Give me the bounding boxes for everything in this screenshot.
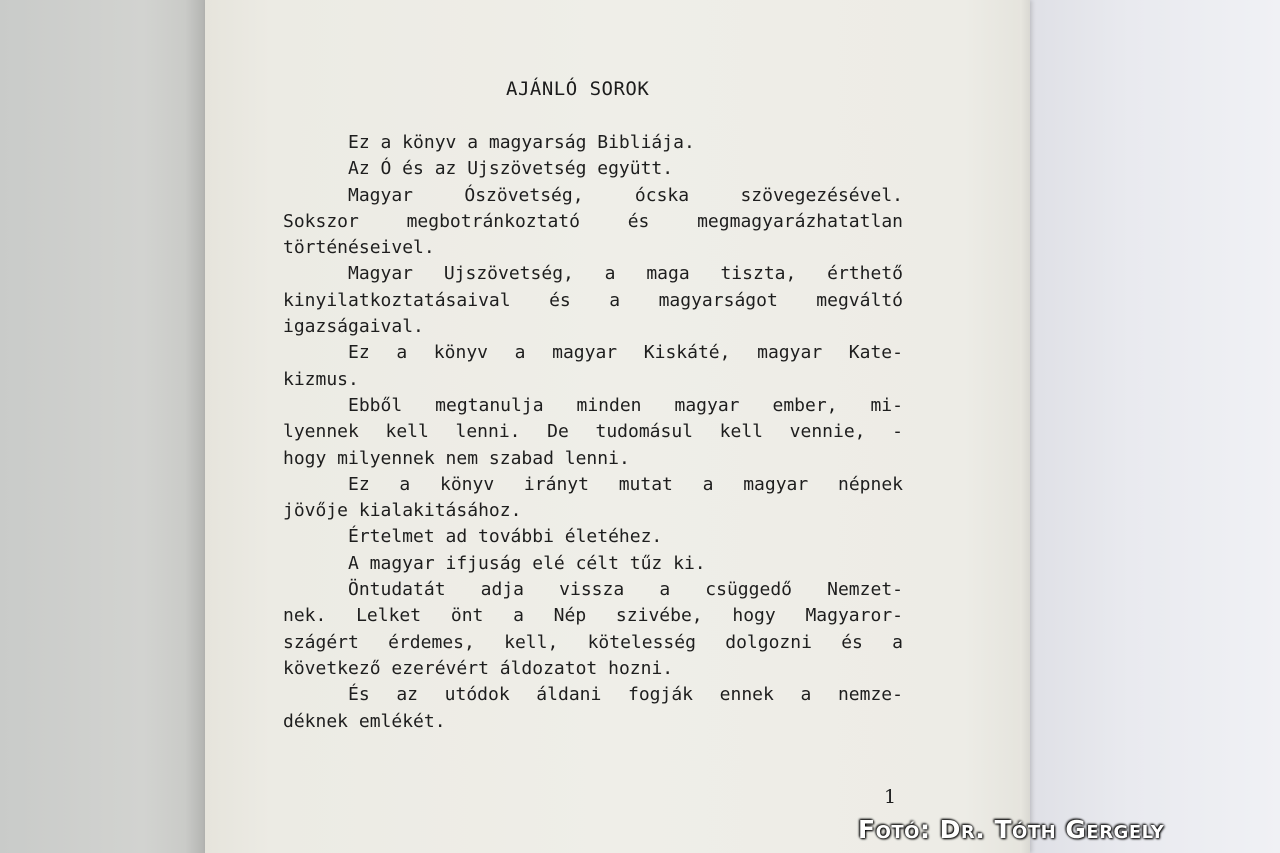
text-line: Ez a könyv a magyar Kiskáté, magyar Kate- bbox=[348, 342, 903, 364]
text-line: Sokszor megbotránkoztató és megmagyarázhatatlan bbox=[283, 210, 903, 232]
left-page bbox=[0, 0, 205, 853]
text-line: A magyar ifjuság elé célt tűz ki. bbox=[348, 552, 706, 574]
text-line: Ez a könyv a magyarság Bibliája. bbox=[348, 132, 695, 153]
page-title: AJÁNLÓ SOROK bbox=[506, 78, 650, 100]
background bbox=[1030, 0, 1280, 853]
photo-credit: Fotó: Dr. Tóth Gergely bbox=[858, 815, 1165, 844]
text-line: Ebből megtanulja minden magyar ember, mi- bbox=[348, 394, 903, 416]
text-line: kinyilatkoztatásaival és a magyarságot megváltó bbox=[283, 289, 903, 311]
text-line: történéseivel. bbox=[283, 237, 435, 259]
text-line: Öntudatát adja vissza a csüggedő Nemzet- bbox=[348, 579, 903, 601]
text-line: Értelmet ad további életéhez. bbox=[348, 526, 663, 548]
text-line: szágért érdemes, kell, kötelesség dolgozni és a bbox=[283, 631, 903, 653]
page-edge bbox=[1020, 0, 1030, 853]
text-line: következő ezerévért áldozatot hozni. bbox=[283, 657, 674, 679]
text-line: lyennek kell lenni. De tudomásul kell vennie, - bbox=[283, 421, 903, 443]
text-line: Magyar Ujszövetség, a maga tiszta, érthető bbox=[348, 263, 903, 285]
text-line: kizmus. bbox=[283, 368, 359, 390]
text-line: Ez a könyv irányt mutat a magyar népnek bbox=[348, 473, 903, 495]
body-text bbox=[283, 130, 903, 735]
text-line: jövője kialakitásához. bbox=[283, 500, 522, 522]
page-number: 1 bbox=[884, 786, 897, 808]
text-line: Magyar Ószövetség, ócska szövegezésével. bbox=[348, 184, 903, 206]
text-line: És az utódok áldani fogják ennek a nemze- bbox=[348, 684, 903, 706]
text-line: Az Ó és az Ujszövetség együtt. bbox=[348, 158, 674, 180]
text-line: déknek emlékét. bbox=[283, 710, 446, 732]
text-line: nek. Lelket önt a Nép szivébe, hogy Magyaror- bbox=[283, 605, 903, 627]
text-line: hogy milyennek nem szabad lenni. bbox=[283, 447, 630, 469]
text-line: igazságaival. bbox=[283, 316, 424, 338]
